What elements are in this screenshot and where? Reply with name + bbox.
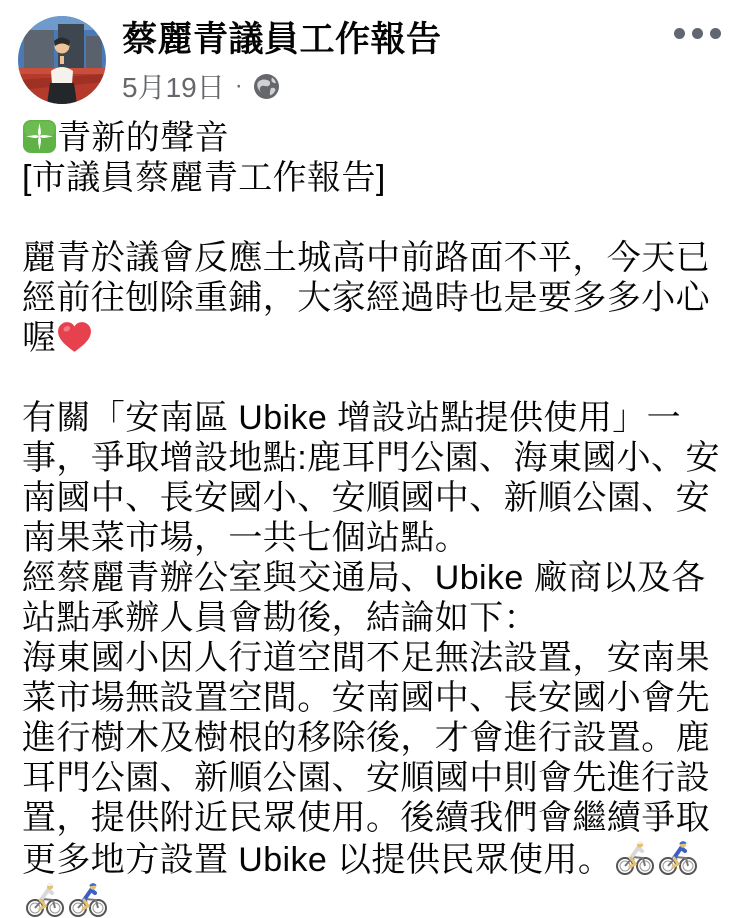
woman-cyclist-emoji (615, 838, 655, 876)
dot (710, 28, 721, 39)
woman-cyclist-emoji (25, 880, 65, 918)
page-name-link[interactable]: 蔡麗青議員工作報告 (122, 20, 442, 59)
red-heart-emoji (56, 320, 93, 354)
avatar-photo (18, 16, 106, 104)
header-text (122, 16, 442, 106)
page-avatar[interactable] (18, 16, 106, 104)
post-timestamp[interactable]: 5月19日 (122, 72, 225, 103)
more-options-button[interactable] (672, 20, 723, 47)
globe-icon (253, 73, 280, 100)
post-meta-row (122, 66, 442, 106)
meta-separator: · (234, 72, 243, 99)
man-cyclist-emoji (658, 838, 698, 876)
post-paragraph: 有關「安南區 Ubike 增設站點提供使用」一事，爭取增設地點:鹿耳門公園、海東國小、安南國中、長安國小、安順國中、新順公園、安南果菜市場，一共七個站點。 經蔡麗青辦公室與交通局、Ubike 廠商以及各站點承辦人員會勘後，結論如下： 海東國小因人行道空間不足無法設置，安南果菜市場無設置空間。安南國中、長安國小會先進行樹木及樹根的移除後，才會進行設置。鹿耳門公園、新順公園、安順國中則會先進行設置，提供附近民眾使用。後續我們會繼續爭取更多地方設置 Ubike 以提供民眾使用。 (22, 398, 727, 918)
dot (674, 28, 685, 39)
man-cyclist-emoji (68, 880, 108, 918)
post-paragraph: 麗青於議會反應土城高中前路面不平，今天已經前往刨除重鋪，大家經過時也是要多多小心喔 (22, 239, 710, 357)
post-header (0, 0, 749, 106)
post-body (0, 106, 749, 918)
post-paragraph: 青新的聲音 [市議員蔡麗青工作報告] (22, 119, 386, 197)
sparkle-emoji (22, 119, 57, 154)
dot (692, 28, 703, 39)
